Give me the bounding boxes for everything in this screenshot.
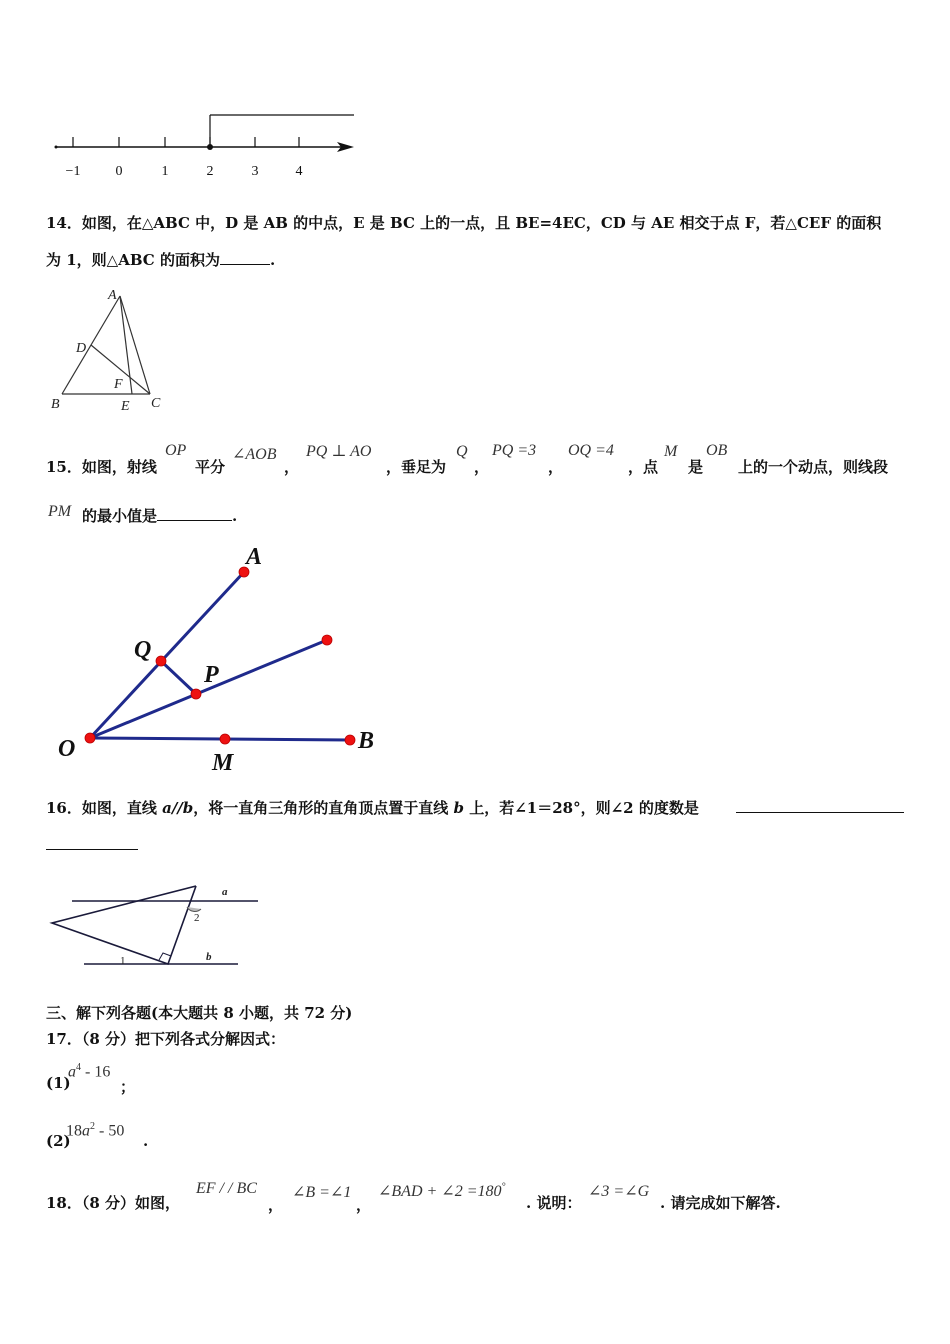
q15-comma2: ， [474, 458, 490, 476]
q15-q: Q [456, 443, 468, 460]
q14-label-E: E [121, 399, 130, 414]
q17-title: 17．（8 分）把下列各式分解因式： [46, 1030, 286, 1048]
q15-oq4: OQ =4 [568, 442, 614, 459]
q17-part1-base: a [68, 1063, 76, 1081]
q17-part1-expr [68, 1062, 110, 1081]
tick-label: 4 [295, 164, 303, 179]
q15-line2 [82, 505, 237, 526]
q16-line1 [46, 797, 699, 818]
q15-label-M: M [212, 750, 234, 776]
q16-triangle-figure [46, 878, 266, 973]
q18-b-eq-1: ∠B =∠1 [292, 1184, 352, 1201]
axis-start-dot [55, 146, 58, 149]
tick-label: −1 [65, 164, 81, 179]
q15-comma3: ， [548, 458, 564, 476]
q15-point-M [220, 734, 230, 744]
solution-endpoint [207, 144, 213, 150]
q17-part2-expr [66, 1121, 124, 1140]
q18-bad-expr: ∠BAD + ∠2 =180 [378, 1183, 502, 1200]
q17-part1-end: ； [120, 1078, 136, 1096]
q17-part1-exp: 4 [76, 1062, 81, 1073]
q15-answer-blank[interactable] [157, 506, 232, 521]
q16-answer-blank-part2[interactable] [46, 849, 138, 850]
q16-label-a: a [222, 886, 228, 898]
q15-label-A: A [246, 544, 263, 570]
q16-b: b [453, 799, 465, 817]
q15-t4: 是 [688, 458, 704, 476]
tick-label: 2 [206, 164, 214, 179]
q18-deg: ° [501, 1181, 506, 1193]
q14-period: . [269, 251, 276, 269]
q15-point-P [191, 689, 201, 699]
q15-pq-perp: PQ ⊥ AO [306, 443, 372, 460]
q14-label-B: B [51, 397, 60, 412]
tick-label: 0 [115, 164, 123, 179]
q15-op: OP [165, 442, 187, 459]
q14-label-A: A [108, 288, 117, 303]
q14-answer-blank[interactable] [220, 250, 270, 265]
q15-point-B [345, 735, 355, 745]
q14-triangle-figure [44, 282, 174, 417]
q15-label-Q: Q [134, 637, 152, 663]
q14-line2-text: 为 1，则△ABC 的面积为 [46, 251, 220, 269]
q15-t2: ，垂足为 [386, 458, 447, 476]
q16-answer-blank-part1[interactable] [736, 812, 904, 813]
q16-label-2: 2 [194, 912, 200, 924]
q17-part2-end: . [143, 1132, 149, 1150]
q18-bad [378, 1181, 506, 1201]
q15-period: . [232, 507, 238, 525]
q17-part2-coef: 18 [66, 1122, 82, 1140]
q14-label-C: C [151, 396, 161, 411]
q18-eq3g: ∠3 =∠G [588, 1183, 650, 1200]
q15-angle-figure [50, 540, 390, 780]
q17-part1-label: (1) [46, 1074, 71, 1092]
q15-point-O [85, 733, 95, 743]
q15-comma1: ， [284, 458, 300, 476]
section3-heading: 三、解下列各题(本大题共 8 小题，共 72 分) [46, 1004, 353, 1022]
q14-label-D: D [76, 341, 87, 356]
q15-label-B: B [358, 728, 375, 754]
q18-ef-bc: EF / / BC [196, 1180, 257, 1197]
q16-text-a: 16．如图，直线 [46, 799, 163, 817]
tick-label: 3 [251, 164, 259, 179]
number-line-ticks [73, 137, 299, 147]
q16-label-1: 1 [120, 955, 126, 967]
q14-line1: 14．如图，在△ABC 中，D 是 AB 的中点，E 是 BC 上的一点，且 BE=4EC，CD 与 AE 相交于点 F，若△CEF 的面积 [46, 214, 882, 232]
q18-comma2: ， [356, 1196, 372, 1214]
q16-text-b: ，将一直角三角形的直角顶点置于直线 [193, 799, 454, 817]
q16-label-b: b [206, 951, 212, 963]
q15-t1: 平分 [195, 458, 226, 476]
q18-prefix: 18．（8 分）如图， [46, 1194, 181, 1212]
q17-part2-base: a [82, 1122, 90, 1140]
q15-m: M [664, 443, 678, 460]
q15-point-ray-end [322, 635, 332, 645]
q14-label-F: F [114, 377, 123, 392]
q16-ab: a//b [162, 799, 194, 817]
q15-t3: ，点 [628, 458, 659, 476]
q14-line2 [46, 249, 275, 270]
q17-part2-exp: 2 [90, 1121, 95, 1132]
q17-part2-label: (2) [46, 1132, 71, 1150]
q15-t5: 上的一个动点，则线段 [738, 458, 889, 476]
q16-text-c: 上，若∠1＝28°，则∠2 的度数是 [464, 799, 699, 817]
q15-pq3: PQ =3 [492, 442, 537, 459]
q15-angle-aob: ∠AOB [232, 446, 277, 463]
q15-prefix: 15．如图，射线 [46, 458, 157, 476]
q18-t1: . 说明： [526, 1194, 582, 1212]
q17-part2-rest: - 50 [95, 1122, 125, 1140]
q18-comma1: ， [268, 1196, 284, 1214]
q15-ob: OB [706, 442, 728, 459]
number-line-figure [40, 100, 370, 190]
q18-t2: . 请完成如下解答. [660, 1194, 781, 1212]
q17-part1-rest: - 16 [81, 1063, 111, 1081]
tick-label: 1 [161, 164, 169, 179]
q15-point-Q [156, 656, 166, 666]
q15-label-O: O [58, 736, 76, 762]
q15-t6: 的最小值是 [82, 507, 158, 525]
q15-pm: PM [48, 503, 72, 520]
q15-label-P: P [204, 662, 219, 688]
